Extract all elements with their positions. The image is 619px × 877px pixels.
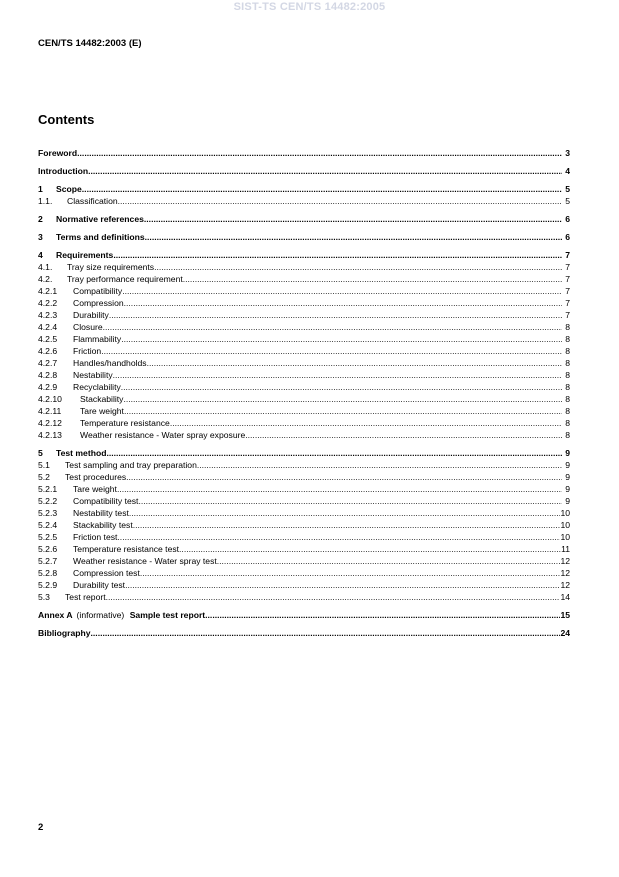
toc-entry-page: 5 [565,184,570,194]
toc-entry-number: 2 [38,214,43,224]
toc-entry-page: 12 [560,580,570,590]
toc-entry-title: Friction [73,346,102,356]
toc-entry-number: 4.2.9 [38,382,58,392]
annex-informative-label: (informative) [76,610,125,620]
toc-entry-page: 10 [560,532,570,542]
toc-dot-leader [103,321,562,333]
toc-entry-page: 6 [565,232,570,242]
toc-dot-leader [122,285,562,297]
toc-dot-leader [118,195,562,207]
toc-entry-number: 3 [38,232,43,242]
toc-entry-page: 9 [565,448,570,458]
toc-entry-title: Tare weight [73,484,117,494]
toc-dot-leader [205,609,560,621]
toc-entry-number: 5.3 [38,592,50,602]
toc-entry-number: 4.2.7 [38,358,58,368]
toc-entry-number: 4.2.4 [38,322,58,332]
toc-entry-title: Stackability [80,394,124,404]
toc-dot-leader [129,507,561,519]
toc-entry[interactable] [38,147,570,159]
toc-entry-title: Handles/handholds [73,358,147,368]
toc-entry[interactable] [38,543,570,555]
toc-entry-page: 5 [565,196,570,206]
toc-entry-title: Test procedures [65,472,127,482]
toc-entry-title: Terms and definitions [56,232,145,242]
toc-entry-number: 5.2.6 [38,544,58,554]
watermark: SIST-TS CEN/TS 14482:2005 [233,1,386,13]
toc-entry-title: Introduction [38,166,89,176]
toc-entry[interactable] [38,567,570,579]
toc-entry-title: Flammability [73,334,122,344]
toc-entry[interactable] [38,213,570,225]
toc-entry-number: 5.2.3 [38,508,58,518]
toc-entry[interactable] [38,405,570,417]
toc-entry-number: 5.2.4 [38,520,58,530]
toc-dot-leader [145,231,562,243]
document-id-header: CEN/TS 14482:2003 (E) [38,38,142,49]
toc-entry-page: 7 [565,274,570,284]
toc-entry-number: 4.2.11 [38,406,62,416]
toc-entry[interactable] [38,345,570,357]
toc-entry-title: Durability [73,310,109,320]
toc-entry-title: Bibliography [38,628,91,638]
toc-entry-page: 8 [565,406,570,416]
toc-entry-page: 11 [561,544,570,554]
toc-entry-title: Tare weight [80,406,124,416]
toc-dot-leader [140,567,561,579]
toc-entry-title: Nestability [73,370,113,380]
toc-entry-number: 4.2.12 [38,418,62,428]
toc-entry-title: Compatibility test [73,496,139,506]
toc-dot-leader [154,261,562,273]
toc-entry-number: 4.2.2 [38,298,58,308]
toc-entry-page: 7 [565,286,570,296]
toc-entry[interactable] [38,195,570,207]
toc-entry-page: 8 [565,346,570,356]
toc-entry-page: 9 [565,496,570,506]
toc-entry[interactable] [38,609,570,621]
toc-entry-title: Classification [67,196,118,206]
toc-entry[interactable] [38,459,570,471]
toc-entry[interactable] [38,249,570,261]
toc-entry[interactable] [38,579,570,591]
toc-dot-leader [245,429,562,441]
toc-entry-number: 4.2.6 [38,346,58,356]
toc-entry-page: 12 [560,556,570,566]
toc-dot-leader [113,369,562,381]
toc-entry-number: 5.2.1 [38,484,58,494]
toc-entry-page: 4 [565,166,570,176]
toc-entry-page: 7 [565,250,570,260]
toc-dot-leader [183,273,562,285]
toc-dot-leader [124,297,562,309]
toc-entry-number: 5 [38,448,43,458]
toc-entry[interactable] [38,165,570,177]
toc-entry-number: 4.2. [38,274,53,284]
toc-dot-leader [179,543,561,555]
toc-entry-title: Test method [56,448,107,458]
toc-dot-leader [197,459,562,471]
toc-entry-page: 24 [560,628,570,638]
toc-entry-page: 8 [565,322,570,332]
toc-entry-page: 8 [565,370,570,380]
toc-dot-leader [144,213,562,225]
toc-entry[interactable] [38,519,570,531]
toc-entry[interactable] [38,273,570,285]
toc-dot-leader [121,333,562,345]
toc-dot-leader [117,483,562,495]
toc-dot-leader [117,531,560,543]
toc-dot-leader [133,519,561,531]
toc-entry[interactable] [38,321,570,333]
toc-entry[interactable] [38,369,570,381]
toc-entry[interactable] [38,495,570,507]
toc-dot-leader [88,165,562,177]
toc-entry-page: 9 [565,472,570,482]
toc-dot-leader [217,555,561,567]
toc-dot-leader [126,471,562,483]
page-number: 2 [38,822,44,833]
toc-entry-number: 5.2 [38,472,50,482]
toc-dot-leader [106,591,561,603]
toc-dot-leader [125,579,560,591]
toc-entry[interactable] [38,357,570,369]
toc-entry-number: 4.2.8 [38,370,58,380]
toc-entry-title: Temperature resistance [80,418,170,428]
toc-entry-page: 8 [565,394,570,404]
toc-entry-number: 4.2.10 [38,394,62,404]
toc-entry-number: 5.2.9 [38,580,58,590]
toc-entry-title: Tray performance requirement [67,274,183,284]
toc-dot-leader [124,405,562,417]
toc-entry[interactable] [38,231,570,243]
toc-entry-title: Weather resistance - Water spray exposure [80,430,246,440]
toc-dot-leader [147,357,562,369]
toc-entry[interactable] [38,417,570,429]
toc-entry-number: 5.2.5 [38,532,58,542]
toc-entry-number: 4 [38,250,43,260]
toc-entry-page: 9 [565,460,570,470]
toc-entry-number: 4.2.1 [38,286,58,296]
toc-entry-title: Friction test [73,532,118,542]
toc-dot-leader [101,345,562,357]
toc-entry-number: 1 [38,184,43,194]
toc-entry-page: 15 [560,610,570,620]
toc-entry[interactable] [38,381,570,393]
toc-entry-page: 8 [565,358,570,368]
toc-entry-page: 12 [560,568,570,578]
toc-entry-title: Foreword [38,148,78,158]
toc-entry[interactable] [38,483,570,495]
toc-entry-title: Normative references [56,214,144,224]
toc-entry-page: 8 [565,418,570,428]
toc-dot-leader [82,183,562,195]
toc-entry[interactable] [38,591,570,603]
toc-entry-page: 14 [560,592,570,602]
toc-entry-number: 4.2.5 [38,334,58,344]
toc-entry-number: 1.1. [38,196,53,206]
toc-entry-page: 7 [565,298,570,308]
toc-entry-page: 3 [565,148,570,158]
toc-entry-number: 5.2.2 [38,496,58,506]
toc-entry[interactable] [38,309,570,321]
toc-entry-title: Compression [73,298,124,308]
toc-entry-title: Compression test [73,568,140,578]
toc-entry[interactable] [38,447,570,459]
toc-entry-title: Nestability test [73,508,129,518]
toc-entry-page: 10 [560,508,570,518]
toc-entry[interactable] [38,285,570,297]
toc-entry-title: Test sampling and tray preparation [65,460,197,470]
toc-entry-page: 8 [565,430,570,440]
toc-entry-title [77,609,206,621]
toc-entry-page: 10 [560,520,570,530]
toc-dot-leader [106,447,562,459]
toc-entry-title: Compatibility [73,286,123,296]
toc-entry-number: Annex A [38,610,73,620]
toc-entry[interactable] [38,531,570,543]
toc-entry[interactable] [38,261,570,273]
toc-entry-page: 8 [565,382,570,392]
toc-dot-leader [123,393,562,405]
toc-entry[interactable] [38,627,570,639]
toc-entry-title: Recyclability [73,382,121,392]
toc-entry-page: 7 [565,262,570,272]
toc-entry-title: Closure [73,322,103,332]
toc-entry-title: Weather resistance - Water spray test [73,556,217,566]
toc-entry-title: Durability test [73,580,126,590]
toc-dot-leader [77,147,562,159]
toc-entry[interactable] [38,429,570,441]
toc-entry-number: 4.2.3 [38,310,58,320]
toc-entry-title: Scope [56,184,82,194]
toc-dot-leader [170,417,562,429]
toc-dot-leader [138,495,562,507]
toc-entry[interactable] [38,471,570,483]
toc-entry[interactable] [38,507,570,519]
toc-entry-page: 9 [565,484,570,494]
toc-entry-title: Stackability test [73,520,133,530]
toc-dot-leader [121,381,562,393]
toc-entry-title: Requirements [56,250,114,260]
toc-entry[interactable] [38,297,570,309]
toc-entry-number: 5.2.7 [38,556,58,566]
toc-entry-number: 4.2.13 [38,430,62,440]
toc-entry[interactable] [38,183,570,195]
toc-entry-page: 7 [565,310,570,320]
toc-entry[interactable] [38,333,570,345]
toc-entry-title: Temperature resistance test [73,544,180,554]
toc-entry-page: 8 [565,334,570,344]
toc-entry[interactable] [38,393,570,405]
toc-dot-leader [91,627,561,639]
toc-entry-page: 6 [565,214,570,224]
toc-entry-number: 5.1 [38,460,50,470]
annex-title: Sample test report [127,610,206,620]
toc-dot-leader [113,249,562,261]
table-of-contents [38,147,570,639]
contents-heading: Contents [38,112,95,127]
toc-dot-leader [109,309,562,321]
toc-entry[interactable] [38,555,570,567]
toc-entry-number: 4.1. [38,262,53,272]
toc-entry-title: Test report [65,592,106,602]
toc-entry-number: 5.2.8 [38,568,58,578]
toc-entry-title: Tray size requirements [67,262,155,272]
